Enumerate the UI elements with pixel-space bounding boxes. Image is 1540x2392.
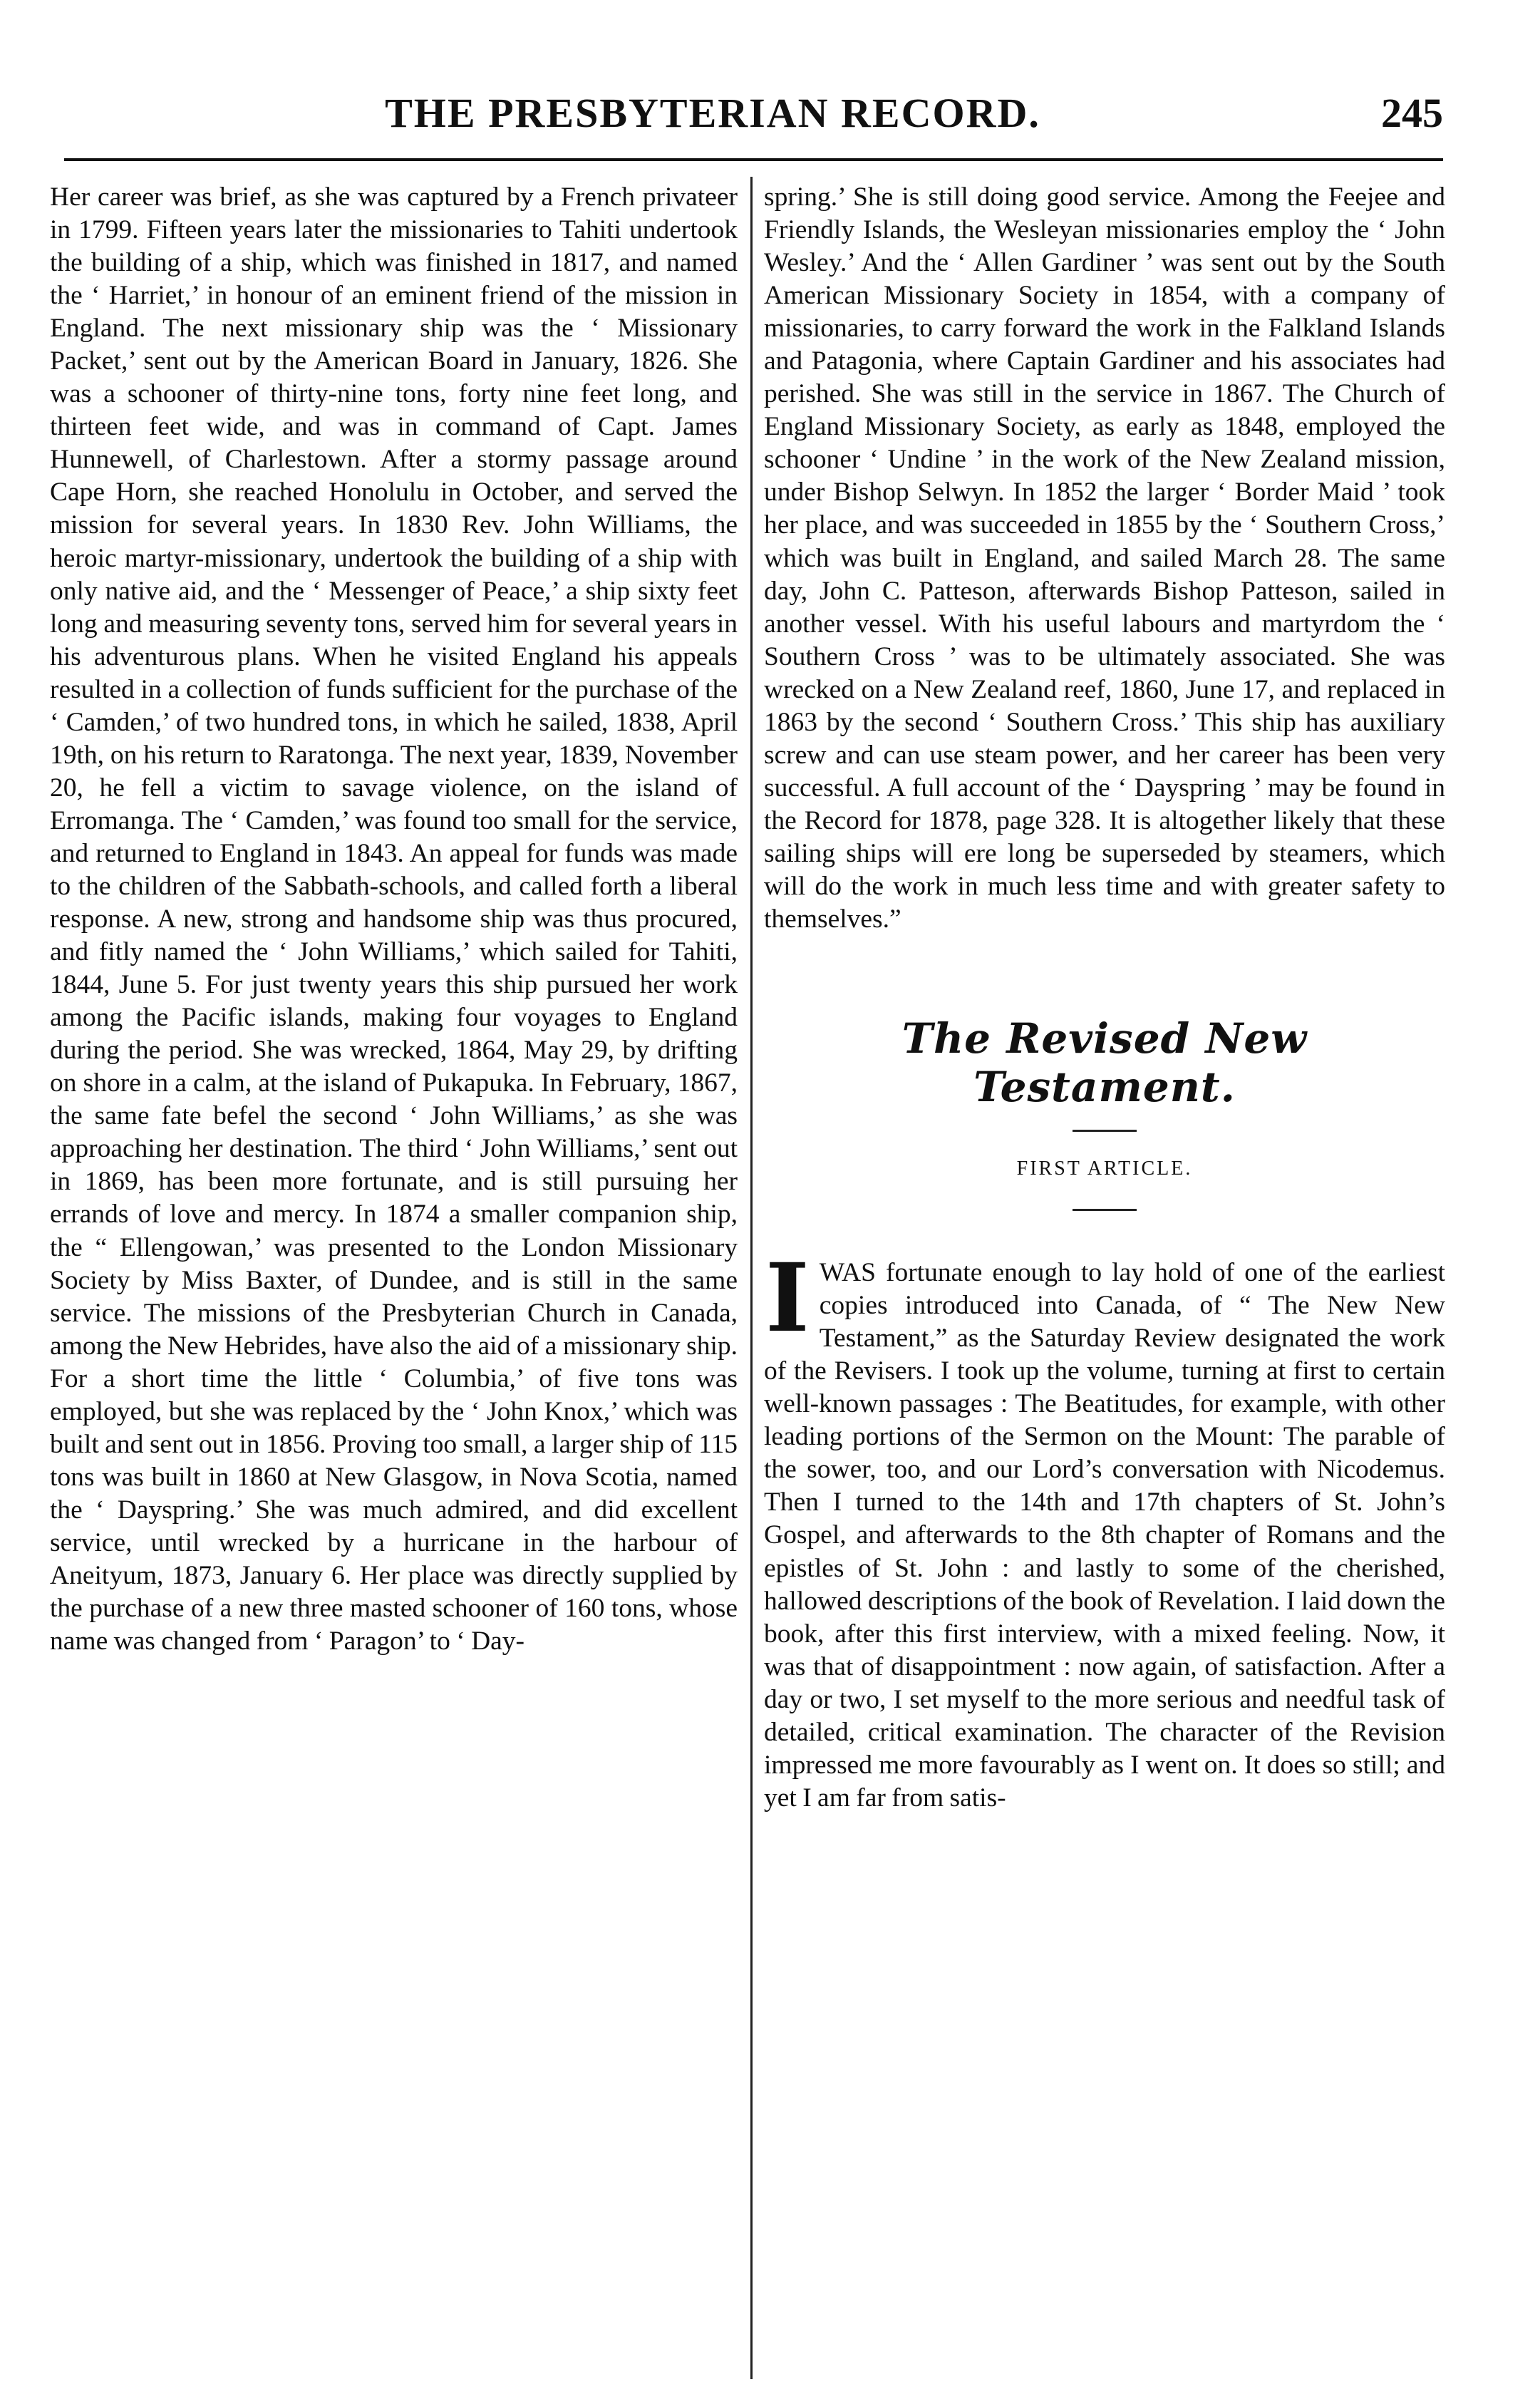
- drop-cap: I: [765, 1243, 810, 1354]
- article-label: FIRST ARTICLE.: [1016, 1158, 1193, 1180]
- right-column: [764, 181, 1445, 1815]
- page-title: THE PRESBYTERIAN RECORD.: [385, 90, 1040, 136]
- left-column-text: Her career was brief, as she was captured by a French privateer in 1799. Fifteen years later the missionaries to Tahiti undertook the building of a ship, which was finished in 1817, and named the ‘ Harriet,’ in honour of an eminent friend of the mission in England. The next missionary ship was the ‘ Missionary Packet,’ sent out by the American Board in January, 1826. She was a schooner of thirty-nine tons, forty nine feet long, and thirteen feet wide, and was in command of Capt. James Hunnewell, of Charlestown. After a stormy passage around Cape Horn, she reached Honolulu in October, and served the mission for several years. In 1830 Rev. John Williams, the heroic martyr-missionary, undertook the building of a ship with only native aid, and the ‘ Messenger of Peace,’ a ship sixty feet long and measuring seventy tons, served him for several years in his adventurous plans. When he visited England his appeals resulted in a collection of funds sufficient for the purchase of the ‘ Camden,’ of two hundred tons, in which he sailed, 1838, April 19th, on his return to Raratonga. The next year, 1839, November 20, he fell a victim to savage violence, on the island of Erromanga. The ‘ Camden,’ was found too small for the service, and returned to England in 1843. An appeal for funds was made to the children of the Sabbath-schools, and called forth a liberal response. A new, strong and handsome ship was thus procured, and fitly named the ‘ John Williams,’ which sailed for Tahiti, 1844, June 5. For just twenty years this ship pursued her work among the Pacific islands, making four voyages to England during the period. She was wrecked, 1864, May 29, by drifting on shore in a calm, at the island of Pukapuka. In February, 1867, the same fate befel the second ‘ John Williams,’ as she was approaching her destination. The third ‘ John Williams,’ sent out in 1869, has been more fortunate, and is still pursuing her errands of love and mercy. In 1874 a smaller companion ship, the “ Ellengowan,’ was presented to the London Missionary Society by Miss Baxter, of Dundee, and is still in the same service. The missions of the Presbyterian Church in Canada, among the New Hebrides, have also the aid of a missionary ship. For a short time the little ‘ Columbia,’ of five tons was employed, but she was replaced by the ‘ John Knox,’ which was built and sent out in 1856. Proving too small, a larger ship of 115 tons was built in 1860 at New Glasgow, in Nova Scotia, named the ‘ Dayspring.’ She was much admired, and did excellent service, until wrecked by a hurricane in the harbour of Aneityum, 1873, January 6. Her place was directly supplied by the purchase of a new three masted schooner of 160 tons, whose name was changed from ‘ Paragon’ to ‘ Day-: [50, 182, 738, 1656]
- left-column: [50, 181, 738, 1658]
- heading-rule: [1073, 1130, 1137, 1132]
- right-column-text: spring.’ She is still doing good service. Among the Feejee and Friendly Islands, the Wesleyan missionaries employ the ‘ John Wesley.’ And the ‘ Allen Gardiner ’ was sent out by the South American Missionary Society in 1854, with a company of missionaries, to carry forward the work in the Falkland Islands and Patagonia, where Captain Gardiner and his associates had perished. She was still in the service in 1867. The Church of England Missionary Society, as early as 1848, employed the schooner ‘ Undine ’ in the work of the New Zealand mission, under Bishop Selwyn. In 1852 the larger ‘ Border Maid ’ took her place, and was succeeded in 1855 by the ‘ Southern Cross,’ which was built in England, and sailed March 28. The same day, John C. Patteson, afterwards Bishop Patteson, sailed in another vessel. With his useful labours and martyrdom the ‘ Southern Cross ’ was to be ultimately associated. She was wrecked on a New Zealand reef, 1860, June 17, and replaced in 1863 by the second ‘ Southern Cross.’ This ship has auxiliary screw and can use steam power, and her career has been very successful. A full account of the ‘ Dayspring ’ may be found in the Record for 1878, page 328. It is altogether likely that these sailing ships will ere long be superseded by steamers, which will do the work in much less time and with greater safety to themselves.”: [764, 182, 1445, 934]
- article-rule: [1073, 1209, 1137, 1211]
- header-rule: [64, 158, 1443, 161]
- article-text: WAS fortunate enough to lay hold of one of the earliest copies introduced into Canada, of “ The New New Testament,” as the Saturday Review designated the work of the Revisers. I took up the volume, turning at first to certain well-known passages : The Beatitudes, for example, with other leading portions of the Sermon on the Mount: The parable of the sower, too, and our Lord’s conversation with Nicodemus. Then I turned to the 14th and 17th chapters of St. John’s Gospel, and afterwards to the 8th chapter of Romans and the epistles of St. John : and lastly to some of the cherished, hallowed descriptions of the book of Revelation. I laid down the book, after this first interview, with a mixed feeling. Now, it was that of disappointment : now again, of satisfaction. After a day or two, I set myself to the more serious and needful task of detailed, critical examination. The character of the Revision impressed me more favourably as I went on. It does so still; and yet I am far from satis-: [764, 1258, 1445, 1813]
- page-number: 245: [1381, 90, 1443, 136]
- section-heading: The Revised New Testament.: [901, 1014, 1308, 1112]
- page-header: [64, 89, 1475, 146]
- article-body: [764, 1243, 1445, 1815]
- column-divider: [750, 177, 753, 2379]
